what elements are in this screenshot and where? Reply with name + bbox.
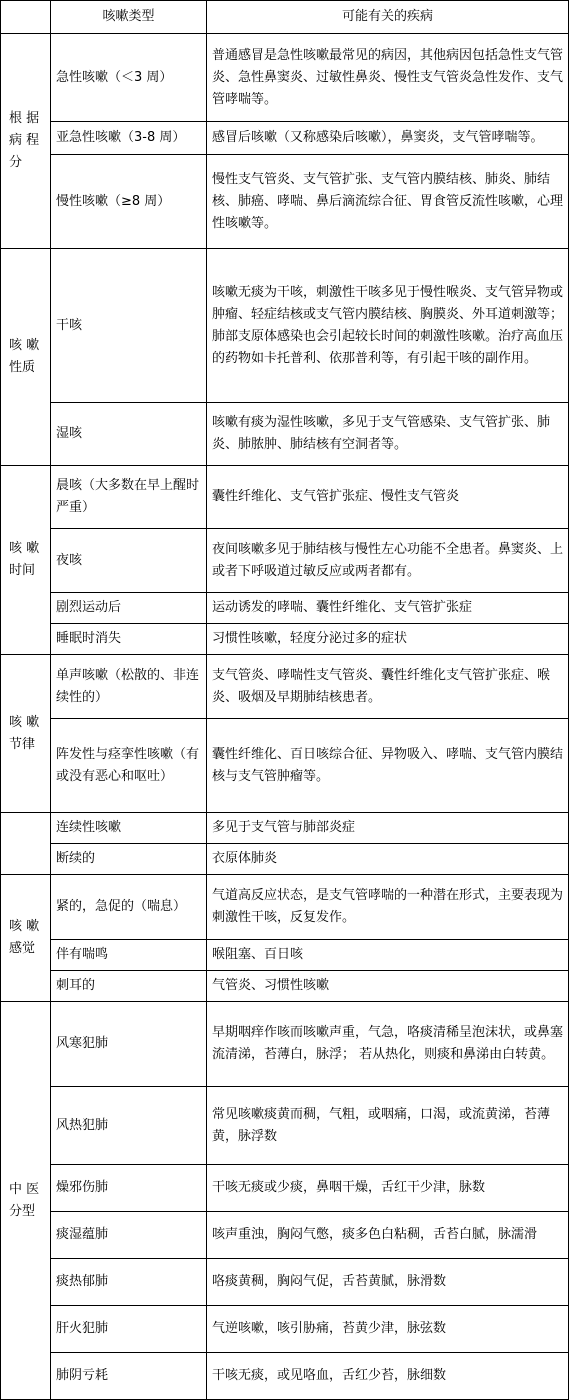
disease-cell: 咳嗽无痰为干咳，刺激性干咳多见于慢性喉炎、支气管异物或肿瘤、轻症结核或支气管内膜结核、胸膜炎、外耳道刺激等；肺部支原体感染也会引起较长时间的刺激性咳嗽。治疗高血压的药物如卡托普利、依那普利等，有引起干咳的副作用。 xyxy=(207,249,569,403)
table-row xyxy=(1,1002,569,1087)
table-row xyxy=(1,155,569,249)
cough-type-cell: 睡眠时消失 xyxy=(51,624,207,655)
table-row xyxy=(1,844,569,875)
disease-cell: 干咳无痰，或见咯血，舌红少苔，脉细数 xyxy=(207,1353,569,1400)
cough-type-cell: 单声咳嗽（松散的、非连续性的） xyxy=(51,655,207,719)
cough-type-cell: 风寒犯肺 xyxy=(51,1002,207,1087)
cough-type-cell: 连续性咳嗽 xyxy=(51,813,207,844)
cough-type-cell: 风热犯肺 xyxy=(51,1087,207,1165)
disease-cell: 气管炎、习惯性咳嗽 xyxy=(207,971,569,1002)
cough-type-cell: 阵发性与痉挛性咳嗽（有或没有恶心和呕吐） xyxy=(51,719,207,813)
cough-type-cell: 晨咳（大多数在早上醒时严重） xyxy=(51,466,207,529)
table-row xyxy=(1,971,569,1002)
disease-cell: 咳嗽有痰为湿性咳嗽，多见于支气管感染、支气管扩张、肺炎、肺脓肿、肺结核有空洞者等。 xyxy=(207,403,569,466)
disease-cell: 气道高反应状态，是支气管哮喘的一种潜在形式，主要表现为刺激性干咳，反复发作。 xyxy=(207,875,569,940)
disease-cell: 夜间咳嗽多见于肺结核与慢性左心功能不全患者。鼻窦炎、上或者下呼吸道过敏反应或两者都有。 xyxy=(207,529,569,593)
group-label: 咳 嗽 感觉 xyxy=(1,875,51,1002)
disease-cell: 运动诱发的哮喘、囊性纤维化、支气管扩张症 xyxy=(207,593,569,624)
disease-cell: 普通感冒是急性咳嗽最常见的病因，其他病因包括急性支气管炎、急性鼻窦炎、过敏性鼻炎、慢性支气管炎急性发作、支气管哮喘等。 xyxy=(207,34,569,122)
disease-cell: 多见于支气管与肺部炎症 xyxy=(207,813,569,844)
disease-cell: 喉阻塞、百日咳 xyxy=(207,940,569,971)
cough-type-cell: 痰湿蕴肺 xyxy=(51,1212,207,1259)
disease-cell: 咳声重浊，胸闷气憋，痰多色白粘稠，舌苔白腻，脉濡滑 xyxy=(207,1212,569,1259)
cough-type-cell: 剧烈运动后 xyxy=(51,593,207,624)
table-row xyxy=(1,122,569,155)
table-row xyxy=(1,624,569,655)
group-label: 咳 嗽 时间 xyxy=(1,466,51,655)
disease-cell: 衣原体肺炎 xyxy=(207,844,569,875)
table-row xyxy=(1,529,569,593)
group-label: 咳 嗽 节律 xyxy=(1,655,51,813)
table-row xyxy=(1,466,569,529)
disease-cell: 感冒后咳嗽（又称感染后咳嗽），鼻窦炎，支气管哮喘等。 xyxy=(207,122,569,155)
table-header-row xyxy=(1,1,569,34)
table-row xyxy=(1,249,569,403)
cough-type-cell: 慢性咳嗽（≥8 周） xyxy=(51,155,207,249)
disease-cell: 常见咳嗽痰黄而稠，气粗，或咽痛，口渴，或流黄涕，苔薄黄，脉浮数 xyxy=(207,1087,569,1165)
table-row xyxy=(1,1259,569,1306)
cough-type-cell: 夜咳 xyxy=(51,529,207,593)
table-row xyxy=(1,1212,569,1259)
disease-cell: 习惯性咳嗽，轻度分泌过多的症状 xyxy=(207,624,569,655)
group-label: 咳 嗽 性质 xyxy=(1,249,51,466)
disease-cell: 早期咽痒作咳而咳嗽声重，气急，咯痰清稀呈泡沫状，或鼻塞流清涕，苔薄白，脉浮； 若从热化，则痰和鼻涕由白转黄。 xyxy=(207,1002,569,1087)
cough-type-cell: 燥邪伤肺 xyxy=(51,1165,207,1212)
table-row xyxy=(1,719,569,813)
table-row xyxy=(1,875,569,940)
cough-type-cell: 湿咳 xyxy=(51,403,207,466)
header-cough-type: 咳嗽类型 xyxy=(51,1,207,34)
table-row xyxy=(1,1165,569,1212)
disease-cell: 干咳无痰或少痰，鼻咽干燥，舌红干少津，脉数 xyxy=(207,1165,569,1212)
table-row xyxy=(1,655,569,719)
cough-type-cell: 亚急性咳嗽（3-8 周） xyxy=(51,122,207,155)
group-label: 中 医 分型 xyxy=(1,1002,51,1400)
cough-type-cell: 急性咳嗽（＜3 周） xyxy=(51,34,207,122)
cough-type-cell: 刺耳的 xyxy=(51,971,207,1002)
table-row xyxy=(1,593,569,624)
disease-cell: 囊性纤维化、百日咳综合征、异物吸入、哮喘、支气管内膜结核与支气管肿瘤等。 xyxy=(207,719,569,813)
cough-type-cell: 痰热郁肺 xyxy=(51,1259,207,1306)
group-label: 根 据 病 程 分 xyxy=(1,34,51,249)
disease-cell: 慢性支气管炎、支气管扩张、支气管内膜结核、肺炎、肺结核、肺癌、哮喘、鼻后滴流综合征、胃食管反流性咳嗽，心理性咳嗽等。 xyxy=(207,155,569,249)
cough-type-cell: 紧的，急促的（喘息） xyxy=(51,875,207,940)
cough-type-cell: 断续的 xyxy=(51,844,207,875)
table-row xyxy=(1,34,569,122)
cough-type-cell: 伴有喘鸣 xyxy=(51,940,207,971)
disease-cell: 囊性纤维化、支气管扩张症、慢性支气管炎 xyxy=(207,466,569,529)
header-category xyxy=(1,1,51,34)
group-label xyxy=(1,813,51,875)
header-related-diseases: 可能有关的疾病 xyxy=(207,1,569,34)
table-row xyxy=(1,1306,569,1353)
disease-cell: 气逆咳嗽，咳引胁痛，苔黄少津，脉弦数 xyxy=(207,1306,569,1353)
cough-type-cell: 肝火犯肺 xyxy=(51,1306,207,1353)
cough-type-cell: 肺阴亏耗 xyxy=(51,1353,207,1400)
disease-cell: 咯痰黄稠，胸闷气促，舌苔黄腻，脉滑数 xyxy=(207,1259,569,1306)
table-row xyxy=(1,813,569,844)
table-row xyxy=(1,403,569,466)
cough-type-cell: 干咳 xyxy=(51,249,207,403)
table-row xyxy=(1,1087,569,1165)
table-row xyxy=(1,1353,569,1400)
table-row xyxy=(1,940,569,971)
disease-cell: 支气管炎、哮喘性支气管炎、囊性纤维化支气管扩张症、喉炎、吸烟及早期肺结核患者。 xyxy=(207,655,569,719)
